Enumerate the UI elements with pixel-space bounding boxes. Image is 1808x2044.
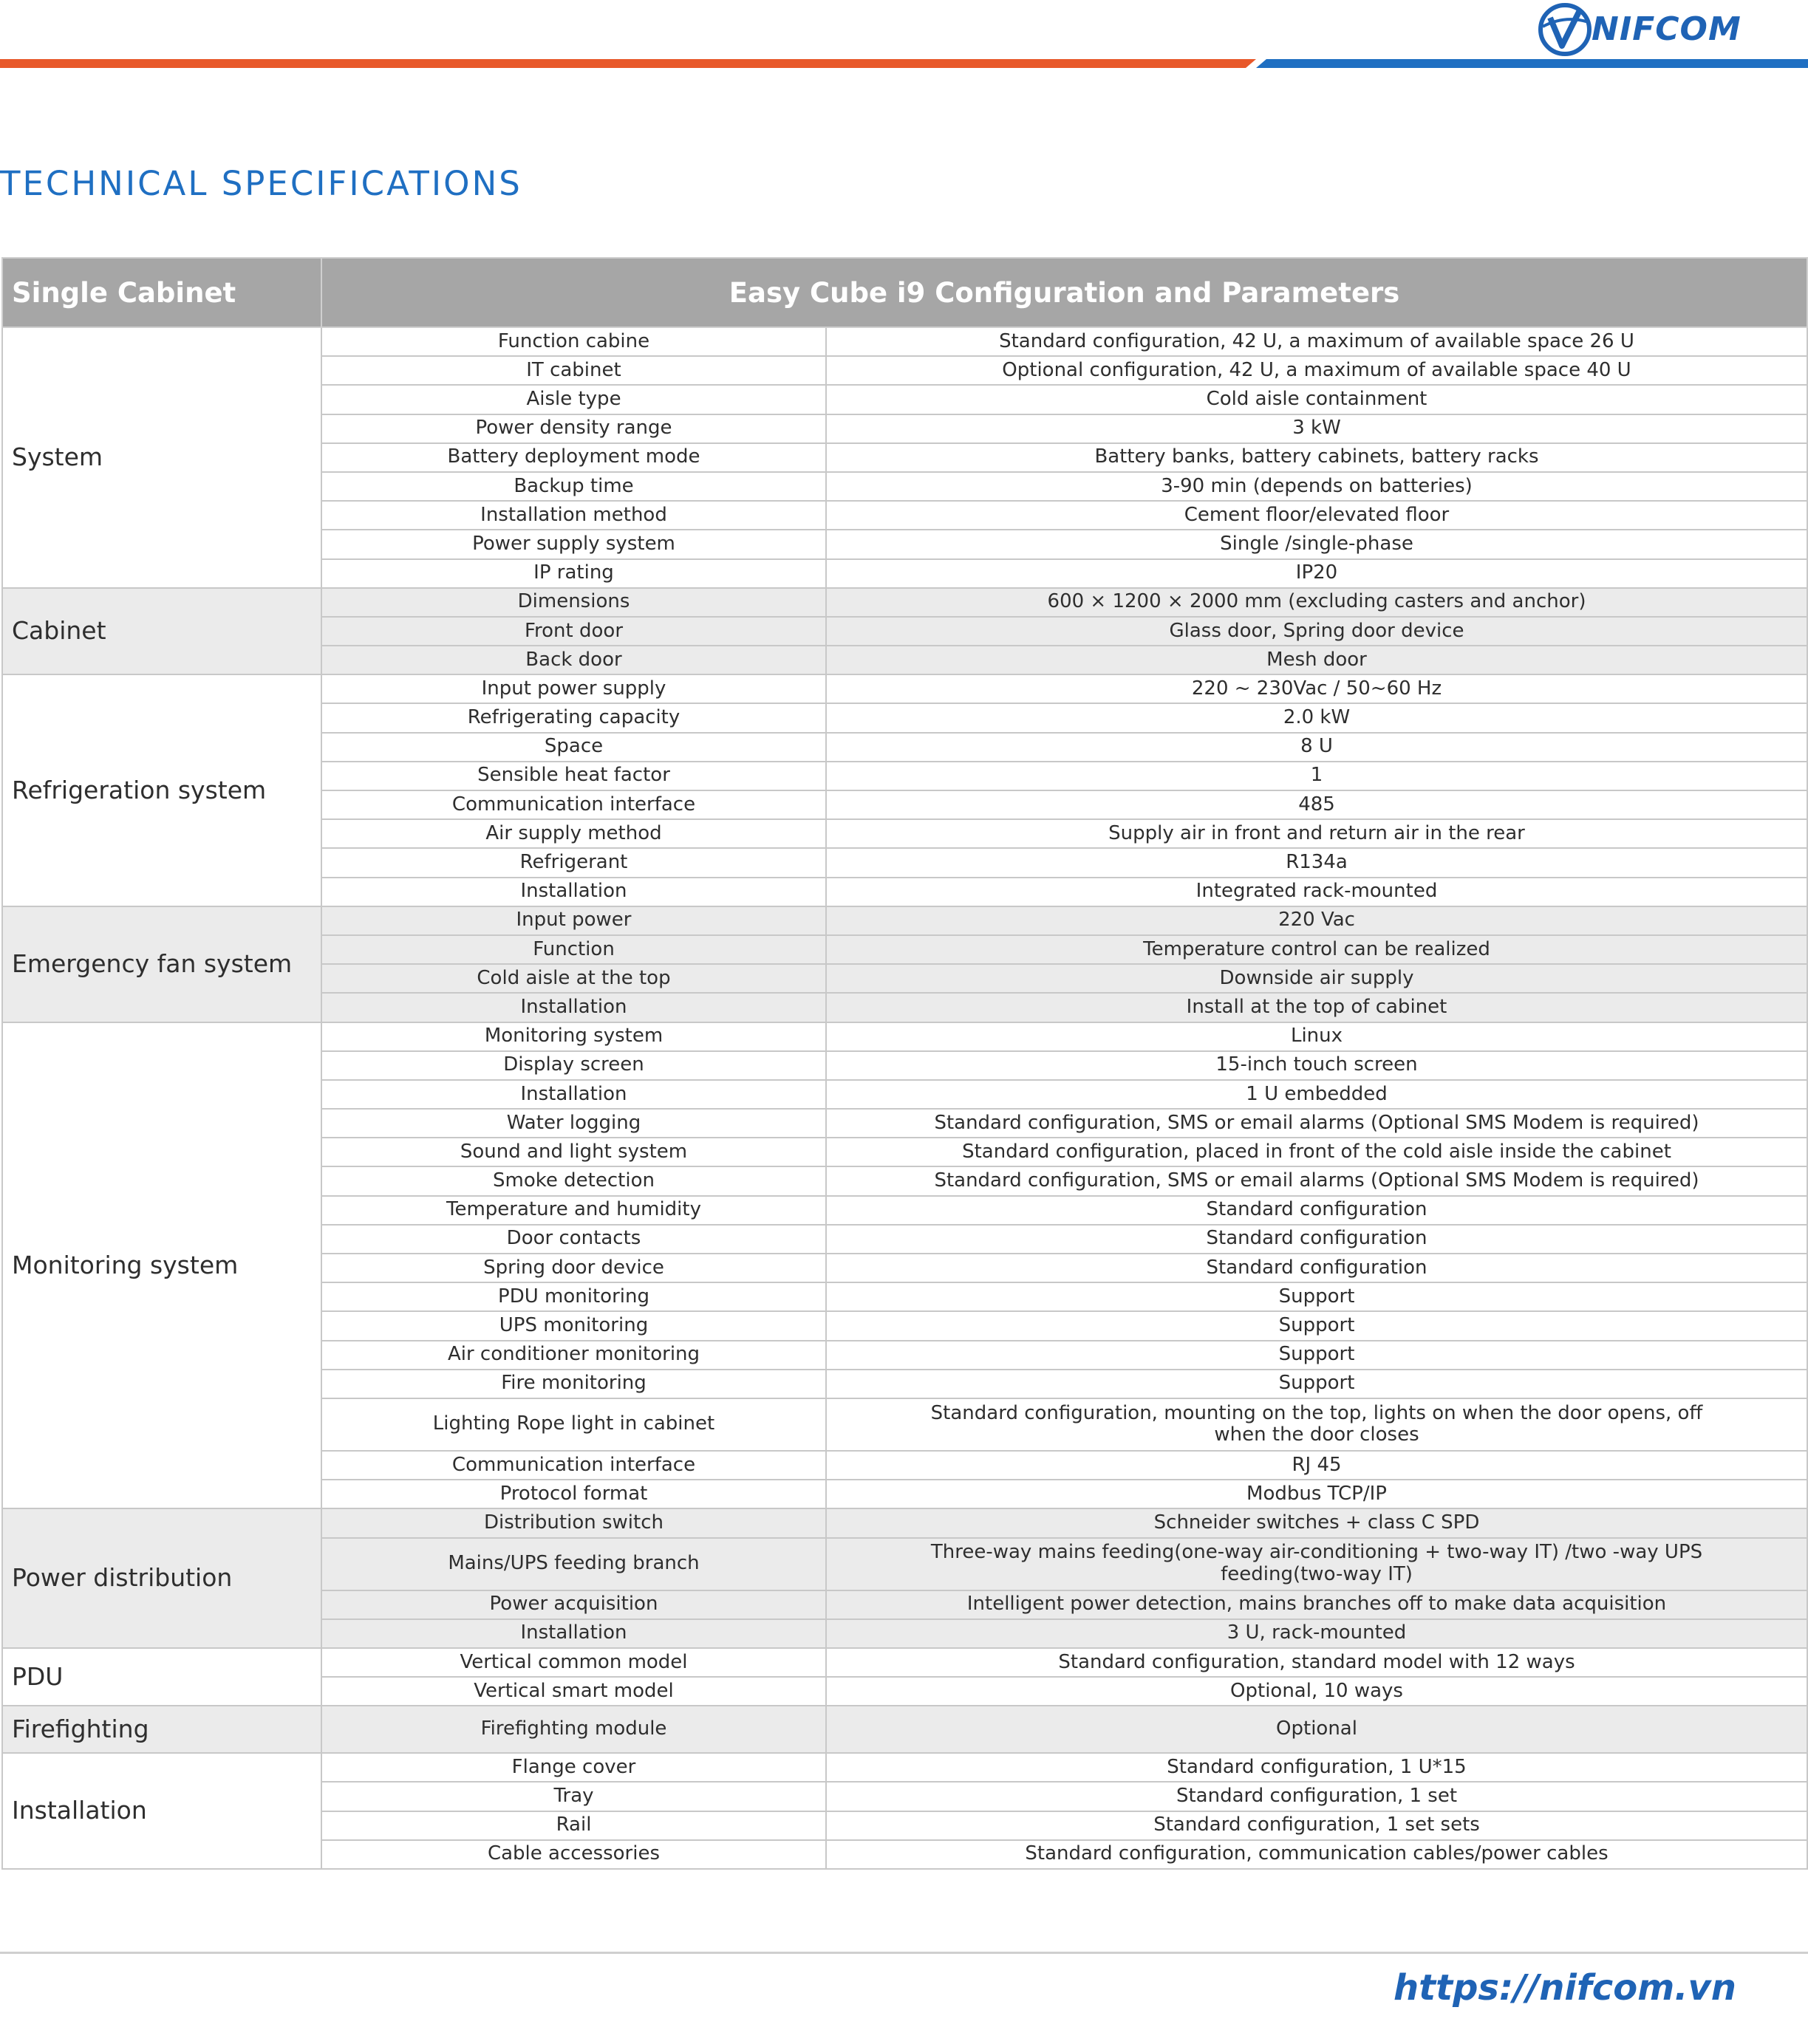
- value-cell: 3-90 min (depends on batteries): [826, 472, 1807, 501]
- spec-table-body: [2, 327, 1807, 1869]
- value-cell: Standard configuration: [826, 1225, 1807, 1254]
- table-row: [2, 1022, 1807, 1051]
- param-cell: Fire monitoring: [321, 1370, 826, 1398]
- group-label: Emergency fan system: [2, 906, 321, 1022]
- param-cell: Power supply system: [321, 530, 826, 558]
- table-row: [2, 1706, 1807, 1753]
- value-cell: Standard configuration: [826, 1254, 1807, 1282]
- param-cell: Back door: [321, 646, 826, 674]
- table-row: [2, 906, 1807, 935]
- nifcom-logo: [1535, 0, 1757, 58]
- param-cell: Distribution switch: [321, 1508, 826, 1537]
- value-cell: 1: [826, 762, 1807, 790]
- param-cell: Communication interface: [321, 790, 826, 819]
- param-cell: Mains/UPS feeding branch: [321, 1538, 826, 1590]
- param-cell: Power density range: [321, 414, 826, 443]
- param-cell: UPS monitoring: [321, 1311, 826, 1340]
- param-cell: Air conditioner monitoring: [321, 1341, 826, 1370]
- param-cell: Cable accessories: [321, 1840, 826, 1869]
- value-cell: Mesh door: [826, 646, 1807, 674]
- param-cell: Dimensions: [321, 588, 826, 617]
- value-cell: Support: [826, 1311, 1807, 1340]
- value-cell: 3 kW: [826, 414, 1807, 443]
- param-cell: IT cabinet: [321, 356, 826, 385]
- value-cell: Linux: [826, 1022, 1807, 1051]
- table-row: [2, 1508, 1807, 1537]
- group-label: Cabinet: [2, 588, 321, 675]
- param-cell: Installation: [321, 1619, 826, 1648]
- table-row: [2, 327, 1807, 356]
- param-cell: Battery deployment mode: [321, 443, 826, 472]
- value-cell: Cold aisle containment: [826, 385, 1807, 414]
- header-bar-orange: [0, 59, 1256, 68]
- value-cell: Three-way mains feeding(one-way air-conditioning + two-way IT) /two -way UPS feeding(two-way IT): [826, 1538, 1807, 1590]
- param-cell: Monitoring system: [321, 1022, 826, 1051]
- value-cell: Standard configuration, placed in front of the cold aisle inside the cabinet: [826, 1138, 1807, 1166]
- param-cell: Space: [321, 733, 826, 762]
- param-cell: Firefighting module: [321, 1706, 826, 1753]
- value-cell: Battery banks, battery cabinets, battery racks: [826, 443, 1807, 472]
- value-cell: Optional: [826, 1706, 1807, 1753]
- param-cell: Front door: [321, 617, 826, 646]
- value-cell: IP20: [826, 559, 1807, 588]
- value-cell: Cement floor/elevated floor: [826, 501, 1807, 530]
- param-cell: PDU monitoring: [321, 1282, 826, 1311]
- value-cell: Downside air supply: [826, 964, 1807, 993]
- footer-url-link[interactable]: https://nifcom.vn: [1393, 1967, 1736, 2009]
- value-cell: Standard configuration, 1 set: [826, 1782, 1807, 1811]
- group-label: Monitoring system: [2, 1022, 321, 1509]
- param-cell: Smoke detection: [321, 1166, 826, 1195]
- table-row: [2, 1753, 1807, 1782]
- table-row: [2, 588, 1807, 617]
- param-cell: Refrigerating capacity: [321, 703, 826, 732]
- value-cell: 15-inch touch screen: [826, 1051, 1807, 1080]
- param-cell: Spring door device: [321, 1254, 826, 1282]
- group-label: Refrigeration system: [2, 674, 321, 906]
- value-cell: 1 U embedded: [826, 1080, 1807, 1109]
- value-cell: Intelligent power detection, mains branches off to make data acquisition: [826, 1590, 1807, 1619]
- param-cell: Power acquisition: [321, 1590, 826, 1619]
- param-cell: Temperature and humidity: [321, 1196, 826, 1225]
- group-label: System: [2, 327, 321, 588]
- param-cell: Installation: [321, 1080, 826, 1109]
- logo-text: NIFCOM: [1592, 10, 1742, 48]
- param-cell: Communication interface: [321, 1451, 826, 1480]
- param-cell: Lighting Rope light in cabinet: [321, 1398, 826, 1451]
- param-cell: Refrigerant: [321, 848, 826, 877]
- header-config-parameters: Easy Cube i9 Configuration and Parameters: [321, 258, 1807, 327]
- table-header-row: [2, 258, 1807, 327]
- param-cell: Installation: [321, 993, 826, 1022]
- value-cell: Schneider switches + class C SPD: [826, 1508, 1807, 1537]
- value-cell: Supply air in front and return air in the rear: [826, 819, 1807, 848]
- param-cell: Sensible heat factor: [321, 762, 826, 790]
- param-cell: Tray: [321, 1782, 826, 1811]
- value-cell: Standard configuration, SMS or email alarms (Optional SMS Modem is required): [826, 1166, 1807, 1195]
- param-cell: Display screen: [321, 1051, 826, 1080]
- header-single-cabinet: Single Cabinet: [2, 258, 321, 327]
- value-cell: Support: [826, 1282, 1807, 1311]
- value-cell: Support: [826, 1341, 1807, 1370]
- param-cell: IP rating: [321, 559, 826, 588]
- param-cell: Installation method: [321, 501, 826, 530]
- value-cell: Standard configuration, standard model with 12 ways: [826, 1648, 1807, 1677]
- value-cell: 2.0 kW: [826, 703, 1807, 732]
- table-row: [2, 1648, 1807, 1677]
- value-cell: Modbus TCP/IP: [826, 1480, 1807, 1508]
- value-cell: Support: [826, 1370, 1807, 1398]
- param-cell: Input power supply: [321, 674, 826, 703]
- group-label: Firefighting: [2, 1706, 321, 1753]
- value-cell: Integrated rack-mounted: [826, 878, 1807, 906]
- param-cell: Air supply method: [321, 819, 826, 848]
- value-cell: 8 U: [826, 733, 1807, 762]
- value-cell: 485: [826, 790, 1807, 819]
- param-cell: Input power: [321, 906, 826, 935]
- value-cell: Glass door, Spring door device: [826, 617, 1807, 646]
- group-label: Power distribution: [2, 1508, 321, 1648]
- value-cell: 600 × 1200 × 2000 mm (excluding casters and anchor): [826, 588, 1807, 617]
- nifcom-globe-logo-icon: [1535, 0, 1596, 58]
- value-cell: Standard configuration, SMS or email alarms (Optional SMS Modem is required): [826, 1109, 1807, 1138]
- param-cell: Installation: [321, 878, 826, 906]
- param-cell: Aisle type: [321, 385, 826, 414]
- param-cell: Sound and light system: [321, 1138, 826, 1166]
- value-cell: Optional configuration, 42 U, a maximum of available space 40 U: [826, 356, 1807, 385]
- param-cell: Water logging: [321, 1109, 826, 1138]
- value-cell: R134a: [826, 848, 1807, 877]
- param-cell: Door contacts: [321, 1225, 826, 1254]
- param-cell: Function: [321, 935, 826, 964]
- group-label: Installation: [2, 1753, 321, 1869]
- value-cell: Standard configuration, mounting on the top, lights on when the door opens, off when the door closes: [826, 1398, 1807, 1451]
- footer-divider: [0, 1952, 1808, 1954]
- value-cell: Optional, 10 ways: [826, 1677, 1807, 1706]
- table-row: [2, 674, 1807, 703]
- value-cell: Standard configuration, 1 set sets: [826, 1811, 1807, 1840]
- value-cell: Install at the top of cabinet: [826, 993, 1807, 1022]
- header-bar-blue: [1256, 59, 1808, 68]
- value-cell: 3 U, rack-mounted: [826, 1619, 1807, 1648]
- param-cell: Protocol format: [321, 1480, 826, 1508]
- param-cell: Cold aisle at the top: [321, 964, 826, 993]
- value-cell: Single /single-phase: [826, 530, 1807, 558]
- param-cell: Flange cover: [321, 1753, 826, 1782]
- value-cell: Standard configuration: [826, 1196, 1807, 1225]
- value-cell: RJ 45: [826, 1451, 1807, 1480]
- param-cell: Function cabine: [321, 327, 826, 356]
- param-cell: Backup time: [321, 472, 826, 501]
- group-label: PDU: [2, 1648, 321, 1706]
- value-cell: Standard configuration, communication cables/power cables: [826, 1840, 1807, 1869]
- page-title: TECHNICAL SPECIFICATIONS: [0, 164, 522, 204]
- value-cell: 220 Vac: [826, 906, 1807, 935]
- param-cell: Vertical common model: [321, 1648, 826, 1677]
- param-cell: Rail: [321, 1811, 826, 1840]
- value-cell: Standard configuration, 42 U, a maximum of available space 26 U: [826, 327, 1807, 356]
- spec-table: [1, 257, 1808, 1870]
- value-cell: Temperature control can be realized: [826, 935, 1807, 964]
- value-cell: Standard configuration, 1 U*15: [826, 1753, 1807, 1782]
- param-cell: Vertical smart model: [321, 1677, 826, 1706]
- value-cell: 220 ~ 230Vac / 50~60 Hz: [826, 674, 1807, 703]
